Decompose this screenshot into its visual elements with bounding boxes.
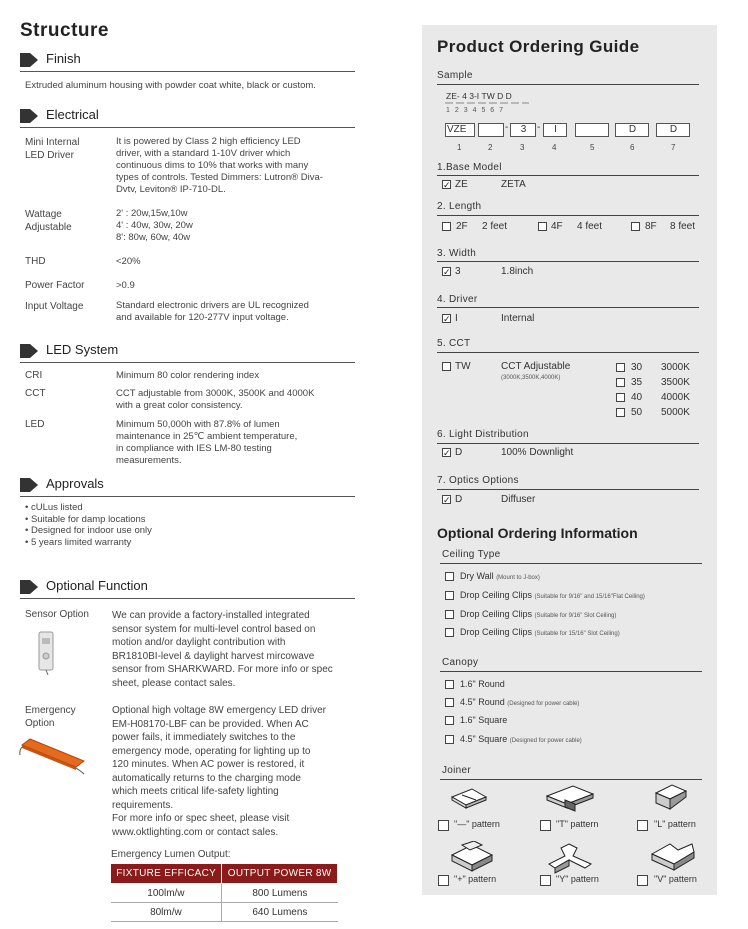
led-text: Minimum 50,000h with 87.8% of lumen maintenance in 25℃ ambient temperature, in compliance with IES LM-80 testing measurements. (116, 419, 298, 466)
joiner-l-checkbox[interactable] (637, 820, 648, 831)
length-8f-name: 8 feet (670, 221, 696, 232)
canopy-16-round-checkbox[interactable] (445, 680, 454, 689)
dist-checkbox[interactable]: ✓ (443, 448, 451, 458)
optional-heading (20, 577, 355, 599)
code-box-6[interactable]: D (615, 123, 649, 137)
optional-info-title: Optional Ordering Information (437, 525, 638, 541)
optics-code: D (455, 494, 463, 505)
joiner-plus-label: "+" pattern (454, 874, 497, 884)
sensor-text: We can provide a factory-installed integrated sensor system for multi-level control based on motion and/or daylight contribution with BR1810BI-level & daylight harvest mircowave sensor from SHARKWARD. For more info or spec sheet, please contact sales. (112, 610, 333, 689)
ceiling-flat-checkbox[interactable] (445, 591, 454, 600)
length-8f-code: 8F (645, 221, 657, 232)
emergency-lumen-table (110, 863, 338, 922)
table-cell: 100lm/w (111, 884, 222, 903)
width-name: 1.8inch (501, 266, 534, 277)
ceiling-option: Drop Ceiling Clips (Suitable for 15/16" Slot Ceiling) (460, 627, 620, 637)
joiner-plus-checkbox[interactable] (438, 875, 449, 886)
base-heading: 1.Base Model (437, 162, 502, 173)
code-box-5[interactable] (575, 123, 609, 137)
length-8f-checkbox[interactable] (631, 222, 640, 231)
cri-label: CRI (25, 370, 43, 381)
base-name: ZETA (501, 179, 526, 190)
led-label: LED (25, 419, 45, 430)
electrical-heading (20, 106, 355, 128)
joiner-t-label: "T" pattern (556, 819, 599, 829)
code-box-2[interactable] (478, 123, 504, 137)
canopy-heading: Canopy (442, 657, 479, 668)
length-4f-checkbox[interactable] (538, 222, 547, 231)
cct-label: CCT (25, 388, 46, 399)
emergency-text: Optional high voltage 8W emergency LED driver EM-H08170-LBF can be provided. When AC power fails, it immediately switches to the emergency mode, operating for lighting up to 120 minutes. When AC power is restored, it automatically returns to the charging mode which meets critical life-safety lighting requirements. For more info or spec sheet, please visit www.oktlighting.com or contact sales. (112, 705, 326, 838)
code-box-4[interactable]: I (543, 123, 567, 137)
cct-30-name: 3000K (661, 362, 690, 373)
guide-title: Product Ordering Guide (437, 37, 640, 56)
cct-50-checkbox[interactable] (616, 408, 625, 417)
table-header: FIXTURE EFFICACY (111, 864, 222, 884)
cct-40-checkbox[interactable] (616, 393, 625, 402)
canopy-45-round-checkbox[interactable] (445, 698, 454, 707)
table-cell: 640 Lumens (222, 903, 338, 922)
driver-label: Mini Internal (25, 137, 80, 148)
joiner-heading: Joiner (442, 765, 472, 776)
page-title: Structure (20, 20, 109, 41)
iv-text: Standard electronic drivers are UL recognized and available for 120-277V input voltage. (116, 300, 309, 323)
base-checkbox[interactable]: ✓ (443, 180, 451, 190)
optics-checkbox[interactable]: ✓ (443, 495, 451, 505)
driver-checkbox[interactable]: ✓ (443, 314, 451, 324)
table-cell: 80lm/w (111, 903, 222, 922)
length-4f-code: 4F (551, 221, 563, 232)
cct-30-code: 30 (631, 362, 643, 373)
joiner-straight-checkbox[interactable] (438, 820, 449, 831)
pf-value: >0.9 (116, 280, 135, 291)
led-heading-label: LED System (46, 342, 119, 357)
code-box-3[interactable]: 3 (510, 123, 536, 137)
arrow-icon (20, 478, 38, 492)
driver-label-2: LED Driver (25, 150, 74, 161)
arrow-icon (20, 580, 38, 594)
table-header-row (111, 864, 338, 884)
table-row (111, 884, 338, 903)
approvals-heading (20, 475, 355, 497)
joiner-y-label: "Y" pattern (556, 874, 599, 884)
joiner-l-icon (652, 783, 688, 813)
canopy-option: 4.5" Round (Designed for power cable) (460, 697, 580, 707)
approvals-list: • cULus listed • Suitable for damp locations • Designed for indoor use only • 5 years limited warranty (25, 502, 152, 548)
dist-name: 100% Downlight (501, 447, 574, 458)
arrow-icon (20, 53, 38, 67)
length-2f-code: 2F (456, 221, 468, 232)
finish-text: Extruded aluminum housing with powder coat white, black or custom. (25, 80, 316, 91)
base-code: ZE (455, 179, 468, 190)
width-checkbox[interactable]: ✓ (443, 267, 451, 277)
joiner-t-icon (545, 784, 595, 812)
length-4f-name: 4 feet (577, 221, 603, 232)
cct-35-code: 35 (631, 377, 643, 388)
emergency-driver-image (18, 735, 88, 775)
thd-label: THD (25, 256, 46, 267)
joiner-t-checkbox[interactable] (540, 820, 551, 831)
pf-label: Power Factor (25, 280, 85, 291)
iv-label: Input Voltage (25, 301, 84, 312)
cri-value: Minimum 80 color rendering index (116, 370, 260, 381)
wattage-values: 2' : 20w,15w,10w 4' : 40w, 30w, 20w 8': 80w, 60w, 40w (116, 208, 193, 243)
dist-code: D (455, 447, 463, 458)
arrow-icon (20, 344, 38, 358)
cct-name: CCT Adjustable (501, 361, 571, 372)
optics-name: Diffuser (501, 494, 536, 505)
joiner-straight-label: "—" pattern (454, 819, 500, 829)
emergency-label: Emergency (25, 705, 76, 716)
dist-heading: 6. Light Distribution (437, 429, 529, 440)
driver-text: It is powered by Class 2 high efficiency LED driver, with a standard 1-10V driver which continuous dims to 10% that works with many types of controls. Tested Dimmers: Lutron® Diva- Dvtv, Leviton® IP-710-DL. (116, 136, 323, 195)
length-2f-name: 2 feet (482, 221, 508, 232)
ceiling-option: Dry Wall (Mount to J-box) (460, 571, 540, 581)
joiner-plus-icon (448, 841, 494, 875)
cct-50-code: 50 (631, 407, 643, 418)
lumen-title: Emergency Lumen Output: (111, 849, 231, 860)
canopy-option: 1.6" Square (460, 715, 508, 725)
driver-name: Internal (501, 313, 535, 324)
cct-35-name: 3500K (661, 377, 690, 388)
sample-label: Sample (437, 70, 473, 81)
joiner-y-icon (547, 842, 593, 874)
canopy-16-square-checkbox[interactable] (445, 716, 454, 725)
joiner-y-checkbox[interactable] (540, 875, 551, 886)
sensor-image (36, 630, 58, 676)
code-box-7[interactable]: D (656, 123, 690, 137)
arrow-icon (20, 109, 38, 123)
sensor-label: Sensor Option (25, 609, 89, 620)
canopy-45-square-checkbox[interactable] (445, 735, 454, 744)
table-header: OUTPUT POWER 8W (222, 864, 338, 884)
cct-40-name: 4000K (661, 392, 690, 403)
table-row (111, 903, 338, 922)
cct-30-checkbox[interactable] (616, 363, 625, 372)
driver-code: I (455, 313, 458, 324)
sample-underline (445, 102, 530, 105)
driver-heading: 4. Driver (437, 294, 478, 305)
sample-code: ZE- 4 3-I TW D D (446, 91, 512, 101)
canopy-option: 4.5" Square (Designed for power cable) (460, 734, 582, 744)
wattage-label: Wattage (25, 209, 62, 220)
cct-40-code: 40 (631, 392, 643, 403)
ceiling-slot-1516-checkbox[interactable] (445, 628, 454, 637)
ceiling-drywall-checkbox[interactable] (445, 572, 454, 581)
optional-heading-label: Optional Function (46, 578, 148, 593)
canopy-option: 1.6" Round (460, 679, 505, 689)
led-heading (20, 341, 355, 363)
ceiling-option: Drop Ceiling Clips (Suitable for 9/16" and 15/16"Flat Ceiling) (460, 590, 645, 600)
electrical-heading-label: Electrical (46, 107, 99, 122)
joiner-v-icon (650, 842, 696, 872)
joiner-v-checkbox[interactable] (637, 875, 648, 886)
length-heading: 2. Length (437, 201, 482, 212)
sample-numbers: 1 2 3 4 5 6 7 (446, 107, 504, 114)
wattage-label-2: Adjustable (25, 222, 72, 233)
approvals-heading-label: Approvals (46, 476, 104, 491)
cct-35-checkbox[interactable] (616, 378, 625, 387)
joiner-l-label: "L" pattern (654, 819, 696, 829)
joiner-straight-icon (450, 787, 488, 809)
optics-heading: 7. Optics Options (437, 475, 519, 486)
emergency-label-2: Option (25, 718, 55, 729)
code-box-1[interactable]: VZE (445, 123, 475, 137)
length-2f-checkbox[interactable] (442, 222, 451, 231)
thd-value: <20% (116, 256, 141, 267)
width-code: 3 (455, 266, 461, 277)
cct-sub: (3000K,3500K,4000K) (501, 375, 561, 381)
joiner-v-label: "V" pattern (654, 874, 697, 884)
table-cell: 800 Lumens (222, 884, 338, 903)
cct-heading: 5. CCT (437, 338, 471, 349)
cct-code: TW (455, 361, 471, 372)
cct-50-name: 5000K (661, 407, 690, 418)
ceiling-heading: Ceiling Type (442, 549, 501, 560)
finish-heading (20, 50, 355, 72)
width-heading: 3. Width (437, 248, 477, 259)
finish-heading-label: Finish (46, 51, 81, 66)
ceiling-slot-916-checkbox[interactable] (445, 610, 454, 619)
ceiling-option: Drop Ceiling Clips (Suitable for 9/16" Slot Ceiling) (460, 609, 617, 619)
cct-tw-checkbox[interactable] (442, 362, 451, 371)
cct-text: CCT adjustable from 3000K, 3500K and 4000K with a great color consistency. (116, 388, 315, 411)
